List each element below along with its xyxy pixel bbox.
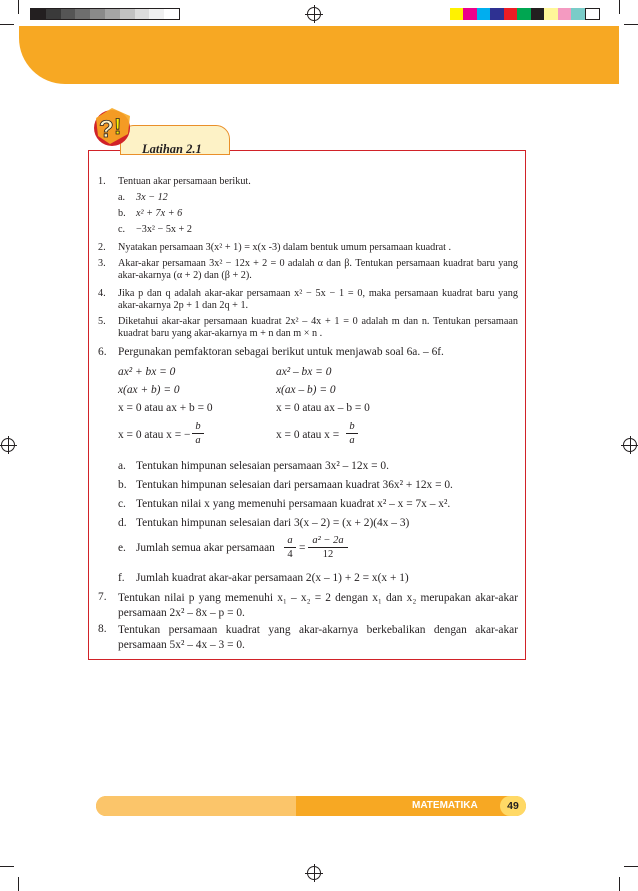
fraction-denominator: a xyxy=(195,435,201,446)
subitem-label: c. xyxy=(118,498,126,510)
subitem-label: f. xyxy=(118,572,125,584)
item-number: 4. xyxy=(98,288,106,299)
crop-mark xyxy=(619,877,620,891)
subitem-text: Tentukan himpunan selesaian persamaan 3x² – 12x = 0. xyxy=(136,460,389,472)
subitem-text: Tentukan himpunan selesaian dari persamaan kuadrat 36x² + 12x = 0. xyxy=(136,479,453,491)
question-text: Akar-akar persamaan 3x² − 12x + 2 = 0 adalah α dan β. Tentukan persamaan kuadrat baru yang akar-akarnya (α + 2) dan (β + 2). xyxy=(118,258,518,281)
item-number: 5. xyxy=(98,316,106,327)
subitem-text: Jumlah kuadrat akar-akar persamaan 2(x – 1) + 2 = x(x + 1) xyxy=(136,572,409,584)
factor-step-right: ax² – bx = 0 xyxy=(276,366,332,378)
crop-mark xyxy=(624,24,638,25)
item-number: 6. xyxy=(98,346,107,358)
crop-mark xyxy=(619,0,620,14)
fraction-numerator: b xyxy=(195,421,201,432)
registration-mark-icon xyxy=(307,866,321,880)
fraction-rhs xyxy=(308,534,348,562)
subitem-label: a. xyxy=(118,192,126,203)
fraction-numerator: a xyxy=(287,535,293,546)
fraction-numerator: b xyxy=(349,421,355,432)
question-text: Nyatakan persamaan 3(x² + 1) = x(x -3) dalam bentuk umum persamaan kuadrat . xyxy=(118,242,452,253)
page-number: 49 xyxy=(500,796,526,816)
subitem-text: Jumlah semua akar persamaan xyxy=(136,542,275,554)
crop-mark xyxy=(0,866,14,867)
subitem-label: c. xyxy=(118,224,126,235)
exercise-title: Latihan 2.1 xyxy=(142,142,202,156)
factor-step-left: x = 0 atau x = − xyxy=(118,429,191,441)
item-number: 3. xyxy=(98,258,106,269)
question-text: Jika p dan q adalah akar-akar persamaan x² − 5x − 1 = 0, maka persamaan kuadrat baru yang akar-akarnya 2p + 1 dan 2q + 1. xyxy=(118,288,518,311)
grayscale-bar xyxy=(30,8,180,20)
crop-mark xyxy=(18,0,19,14)
header-band xyxy=(19,26,619,84)
fraction-b-over-a xyxy=(346,420,358,448)
fraction-a-over-4 xyxy=(284,534,296,562)
subitem-label: e. xyxy=(118,542,126,554)
factor-step-right: x = 0 atau ax – b = 0 xyxy=(276,402,370,414)
registration-mark-icon xyxy=(307,7,321,21)
factor-step-right: x(ax – b) = 0 xyxy=(276,384,336,396)
question-exclamation-icon xyxy=(90,104,134,148)
item-number: 8. xyxy=(98,623,107,635)
item-number: 2. xyxy=(98,242,106,253)
question-text: Tentukan nilai p yang memenuhi x₁ – x₂ = 2 dengan x₁ dan x₂ merupakan akar-akar persamaan 2x² – 8x – p = 0. xyxy=(118,592,518,619)
factor-step-right: x = 0 atau x = xyxy=(276,429,340,441)
crop-mark xyxy=(624,866,638,867)
crop-mark xyxy=(0,24,14,25)
footer-subject: MATEMATIKA xyxy=(412,800,478,811)
factor-step-left: ax² + bx = 0 xyxy=(118,366,176,378)
registration-mark-icon xyxy=(623,438,637,452)
fraction-denominator: 4 xyxy=(287,549,293,560)
subitem-label: b. xyxy=(118,208,126,219)
crop-mark xyxy=(18,877,19,891)
registration-mark-icon xyxy=(1,438,15,452)
subitem-text: 3x − 12 xyxy=(136,192,168,203)
item-number: 7. xyxy=(98,591,107,603)
fraction-denominator: 12 xyxy=(322,549,334,560)
item-number: 1. xyxy=(98,176,106,187)
question-text: Pergunakan pemfaktoran sebagai berikut untuk menjawab soal 6a. – 6f. xyxy=(118,346,444,358)
footer-band-fade xyxy=(96,796,296,816)
question-text: Diketahui akar-akar persamaan kuadrat 2x² – 4x + 1 = 0 adalah m dan n. Tentukan persamaan kuadrat baru yang akar-akarnya m + n dan m × n . xyxy=(118,316,518,339)
fraction-denominator: a xyxy=(349,435,355,446)
subitem-text: −3x² − 5x + 2 xyxy=(136,224,192,235)
subitem-text: Tentukan himpunan selesaian dari 3(x – 2) = (x + 2)(4x – 3) xyxy=(136,517,410,529)
color-bar xyxy=(450,8,600,20)
factor-step-left: x = 0 atau ax + b = 0 xyxy=(118,402,213,414)
fraction-numerator: a² − 2a xyxy=(312,535,344,546)
subitem-text: Tentukan nilai x yang memenuhi persamaan kuadrat x² – x = 7x – x². xyxy=(136,498,451,510)
equals-sign: = xyxy=(299,542,306,554)
factor-step-left: x(ax + b) = 0 xyxy=(118,384,180,396)
subitem-text: x² + 7x + 6 xyxy=(136,208,183,219)
question-text: Tentukan persamaan kuadrat yang akar-akarnya berkebalikan dengan akar-akar persamaan 5x² – 4x – 3 = 0. xyxy=(118,624,518,651)
subitem-label: d. xyxy=(118,517,127,529)
fraction-b-over-a xyxy=(192,420,204,448)
subitem-label: b. xyxy=(118,479,127,491)
svg-text:!: ! xyxy=(114,114,122,139)
subitem-label: a. xyxy=(118,460,126,472)
svg-text:?: ? xyxy=(99,116,114,143)
question-text: Tentuan akar persamaan berikut. xyxy=(118,176,251,187)
